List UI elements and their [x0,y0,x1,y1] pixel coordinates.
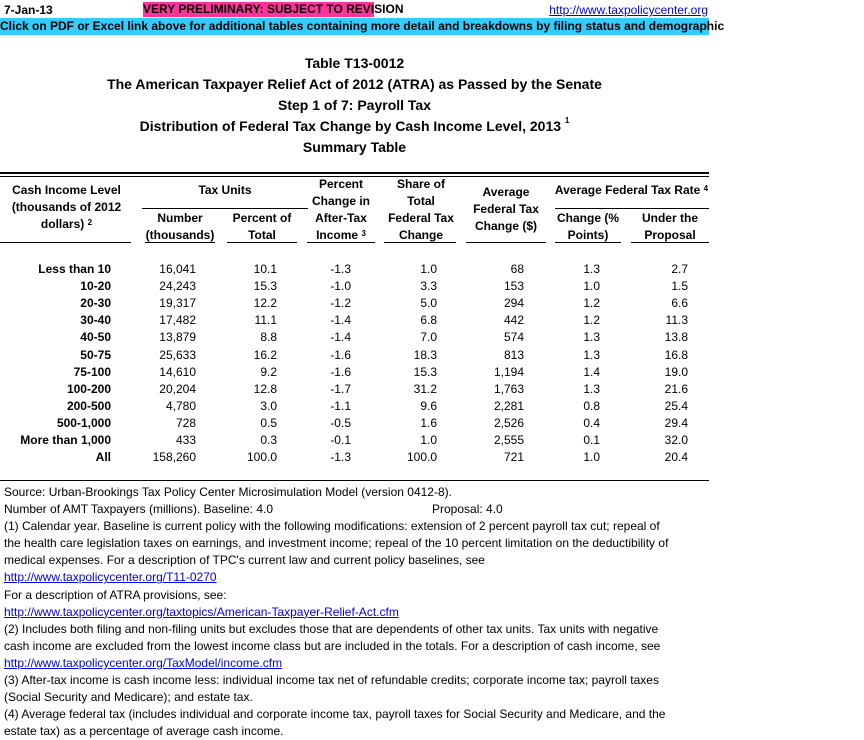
atra-link[interactable]: http://www.taxpolicycenter.org/taxtopics/American-Taxpayer-Relief-Act.cfm [4,604,399,619]
number-cell: 4,780 [165,398,196,413]
share-cell: 1.0 [420,262,437,276]
cash-income-link[interactable]: http://www.taxpolicycenter.org/TaxModel/income.cfm [4,655,283,670]
source-note: Source: Urban-Brookings Tax Policy Center Microsimulation Model (version 0412-8). [4,485,452,499]
rate-change-cell: 1.2 [583,296,600,311]
percent-change-cell: -1.3 [330,450,351,465]
share-cell: 9.6 [420,398,437,413]
number-cell: 158,260 [152,450,196,465]
under-proposal-cell: 32.0 [664,433,688,447]
note-3-line1: (3) After-tax income is cash income less: individual income tax net of refundable credits; corporate income tax; payroll taxes [4,673,659,688]
baselines-link[interactable]: http://www.taxpolicycenter.org/T11-0270 [4,570,217,585]
table-row [0,347,709,364]
amt-note [4,501,709,518]
number-cell: 14,610 [159,364,196,379]
col-percent-change [306,176,376,244]
share-cell: 1.0 [420,433,437,447]
col-share [385,176,457,244]
col-income-level-text: dollars) [40,217,85,231]
col-percent-change-text: Income [316,228,359,242]
table-bottom-rule [0,480,709,481]
rate-change-cell: 1.3 [583,330,600,345]
income-level-cell: 10-20 [80,279,111,294]
rate-change-cell: 1.3 [583,347,600,362]
col-percent-change-line3: After-Tax [315,211,367,225]
amt-proposal: Proposal: 4.0 [432,502,503,517]
percent-total-cell: 9.2 [260,364,277,379]
col-avg-change-line2: Federal Tax [473,202,539,216]
percent-change-cell: -1.0 [330,279,351,294]
col-rule [466,242,546,243]
percent-total-cell: 8.8 [260,330,277,345]
distribution-text: Distribution of Federal Tax Change by Cash Income Level, 2013 [139,118,562,134]
col-rule [227,242,297,243]
footnote-ref: 1 [564,116,570,125]
col-under-proposal [631,210,709,244]
avg-rate-rule [555,208,709,209]
col-share-line1: Share of [396,177,445,191]
col-percent-change-line2: Change in [311,194,370,208]
col-income-level-line2: (thousands of 2012 [11,200,122,214]
note-3-line2: (Social Security and Medicare); and estate tax. [4,690,253,705]
amt-baseline: Number of AMT Taxpayers (millions). Baseline: 4.0 [4,502,273,517]
col-income-level-line1: Cash Income Level [12,183,121,197]
income-level-cell: 75-100 [73,364,111,379]
info-banner: Click on PDF or Excel link above for additional tables containing more detail and breakdowns by filing status and demographic [0,19,725,33]
under-proposal-cell: 25.4 [664,398,688,413]
note-1-line2: the health care legislation taxes on earnings, and investment income; repeal of the 10 percent limitation on the deductibility of [4,536,669,551]
avg-change-cell: 2,555 [493,433,524,447]
col-income-level [0,182,133,233]
number-cell: 13,879 [159,330,196,345]
avg-change-cell: 813 [503,347,524,362]
col-share-line4: Change [398,228,443,242]
number-cell: 19,317 [159,296,196,311]
rate-change-cell: 0.4 [583,415,600,430]
avg-change-cell: 2,526 [493,415,524,430]
number-cell: 17,482 [159,313,196,328]
notes [4,484,709,740]
note-2-line2: cash income are excluded from the lowest income class but are included in the totals. For a description of cash income, see [4,638,661,653]
site-link[interactable]: http://www.taxpolicycenter.org [549,3,708,17]
avg-change-cell: 442 [503,313,524,328]
under-proposal-cell: 19.0 [664,364,688,379]
rate-change-cell: 1.2 [583,313,600,328]
col-percent-total [227,210,297,244]
col-rule [0,242,131,243]
rate-change-cell: 0.8 [583,398,600,413]
percent-change-cell: -1.6 [330,347,351,362]
under-proposal-cell: 16.8 [664,347,688,362]
table-id: Table T13-0012 [304,55,405,71]
tax-units-rule [142,208,308,209]
percent-total-cell: 10.1 [253,262,277,276]
col-rule [631,242,709,243]
col-under-proposal-line2: Proposal [644,228,696,242]
number-cell: 728 [175,415,196,430]
under-proposal-cell: 11.3 [665,313,688,328]
summary-title: Summary Table [302,139,407,155]
col-percent-total-line1: Percent of [232,211,292,225]
note-1-line1: (1) Calendar year. Baseline is current policy with the following modifications: extension of 2 percent payroll tax cut; repeal of [4,519,660,534]
avg-change-cell: 721 [503,450,524,465]
col-rate-change-line2: Points) [567,228,609,242]
table-row [0,381,709,398]
col-avg-change [466,184,546,235]
avg-change-cell: 1,763 [493,381,524,396]
col-under-proposal-line1: Under the [641,211,698,225]
avg-change-cell: 294 [503,296,524,311]
table-row [0,295,709,312]
col-number-line2: (thousands) [145,228,215,242]
avg-change-cell: 1,194 [493,364,524,379]
rate-change-cell: 1.0 [583,279,600,294]
table-row [0,278,709,295]
col-rule [384,242,456,243]
percent-total-cell: 16.2 [253,347,277,362]
col-rule [555,242,621,243]
report-date: 7-Jan-13 [4,3,53,17]
table-row [0,312,709,329]
note-2-line1: (2) Includes both filing and non-filing units but excludes those that are dependents of other tax units. Tax units with negative [4,621,659,636]
under-proposal-cell: 13.8 [664,330,688,345]
col-rate-change [555,210,621,244]
share-cell: 6.8 [420,313,437,328]
share-cell: 1.6 [420,415,437,430]
col-percent-total-line2: Total [248,228,276,242]
distribution-title [0,118,709,134]
col-avg-change-line3: Change ($) [474,219,537,233]
number-cell: 20,204 [159,381,196,396]
table-row [0,432,709,449]
rate-change-cell: 1.3 [583,381,600,396]
income-level-cell: 100-200 [66,381,111,396]
percent-total-cell: 100.0 [246,450,277,465]
col-share-line2: Total [407,194,435,208]
share-cell: 18.3 [413,347,437,362]
under-proposal-cell: 20.4 [664,450,688,465]
col-percent-change-line1: Percent [318,177,364,191]
table-row [0,398,709,415]
note-4-line1: (4) Average federal tax (includes individual and corporate income tax, payroll taxes for Social Security and Medicare, and the [4,707,666,722]
share-cell: 15.3 [413,364,437,379]
rate-change-cell: 1.4 [583,364,600,379]
rate-change-cell: 1.3 [583,262,600,276]
share-cell: 7.0 [420,330,437,345]
col-number [145,210,215,244]
under-proposal-cell: 6.6 [671,296,688,311]
under-proposal-cell: 21.6 [664,381,688,396]
table-row [0,364,709,381]
col-avg-rate [554,182,709,199]
under-proposal-cell: 1.5 [671,279,688,294]
number-cell: 24,243 [159,279,196,294]
percent-total-cell: 12.8 [253,381,277,396]
rate-change-cell: 1.0 [583,450,600,465]
under-proposal-cell: 2.7 [671,262,688,276]
income-level-cell: More than 1,000 [20,433,111,447]
col-rate-change-line1: Change (% [556,211,619,225]
income-level-cell: 500-1,000 [56,415,111,430]
percent-change-cell: -0.1 [330,433,351,447]
col-avg-change-line1: Average [482,185,530,199]
footnote-ref: 3 [361,229,366,238]
table-row [0,261,709,278]
percent-change-cell: -1.4 [330,313,351,328]
share-cell: 3.3 [420,279,437,294]
table-row [0,449,709,466]
income-level-cell: 50-75 [80,347,111,362]
percent-change-cell: -1.6 [330,364,351,379]
percent-change-cell: -0.5 [330,415,351,430]
step-title: Step 1 of 7: Payroll Tax [277,97,431,113]
percent-total-cell: 0.3 [260,433,277,447]
income-level-cell: 20-30 [80,296,111,311]
percent-total-cell: 3.0 [260,398,277,413]
avg-change-cell: 574 [503,330,524,345]
col-rule [307,242,375,243]
percent-change-cell: -1.3 [330,262,351,276]
share-cell: 5.0 [420,296,437,311]
percent-total-cell: 11.1 [254,313,277,328]
percent-change-cell: -1.4 [330,330,351,345]
avg-change-cell: 153 [503,279,524,294]
col-avg-rate-text: Average Federal Tax Rate [554,183,701,197]
share-cell: 100.0 [406,450,437,465]
rate-change-cell: 0.1 [583,433,600,447]
number-cell: 433 [175,433,196,447]
col-income-level-line3 [0,216,133,233]
number-cell: 16,041 [159,262,196,276]
percent-total-cell: 12.2 [253,296,277,311]
col-rule [145,242,215,243]
atra-note: For a description of ATRA provisions, see: [4,587,227,602]
note-1-line3: medical expenses. For a description of TPC's current law and current policy baselines, see [4,553,485,568]
act-title: The American Taxpayer Relief Act of 2012 (ATRA) as Passed by the Senate [107,76,602,92]
percent-change-cell: -1.7 [330,381,351,396]
percent-total-cell: 0.5 [260,415,277,430]
footnote-ref: 2 [87,218,93,227]
income-level-cell: Less than 10 [38,262,111,276]
income-level-cell: 30-40 [80,313,111,328]
col-number-line1: Number [157,211,203,225]
income-level-cell: All [95,450,111,465]
col-tax-units: Tax Units [198,183,252,197]
income-level-cell: 40-50 [80,330,111,345]
income-level-cell: 200-500 [66,398,111,413]
avg-change-cell: 2,281 [493,398,524,413]
col-share-line3: Federal Tax [388,211,454,225]
percent-change-cell: -1.2 [330,296,351,311]
under-proposal-cell: 29.4 [664,415,688,430]
note-4-line2: estate tax) as a percentage of average cash income. [4,724,284,739]
preliminary-badge: VERY PRELIMINARY: SUBJECT TO REVISION [143,2,404,16]
number-cell: 25,633 [159,347,196,362]
table-row [0,415,709,432]
percent-total-cell: 15.3 [253,279,277,294]
share-cell: 31.2 [413,381,437,396]
percent-change-cell: -1.1 [330,398,351,413]
table-row [0,329,709,346]
footnote-ref: 4 [703,184,709,193]
avg-change-cell: 68 [510,262,524,276]
